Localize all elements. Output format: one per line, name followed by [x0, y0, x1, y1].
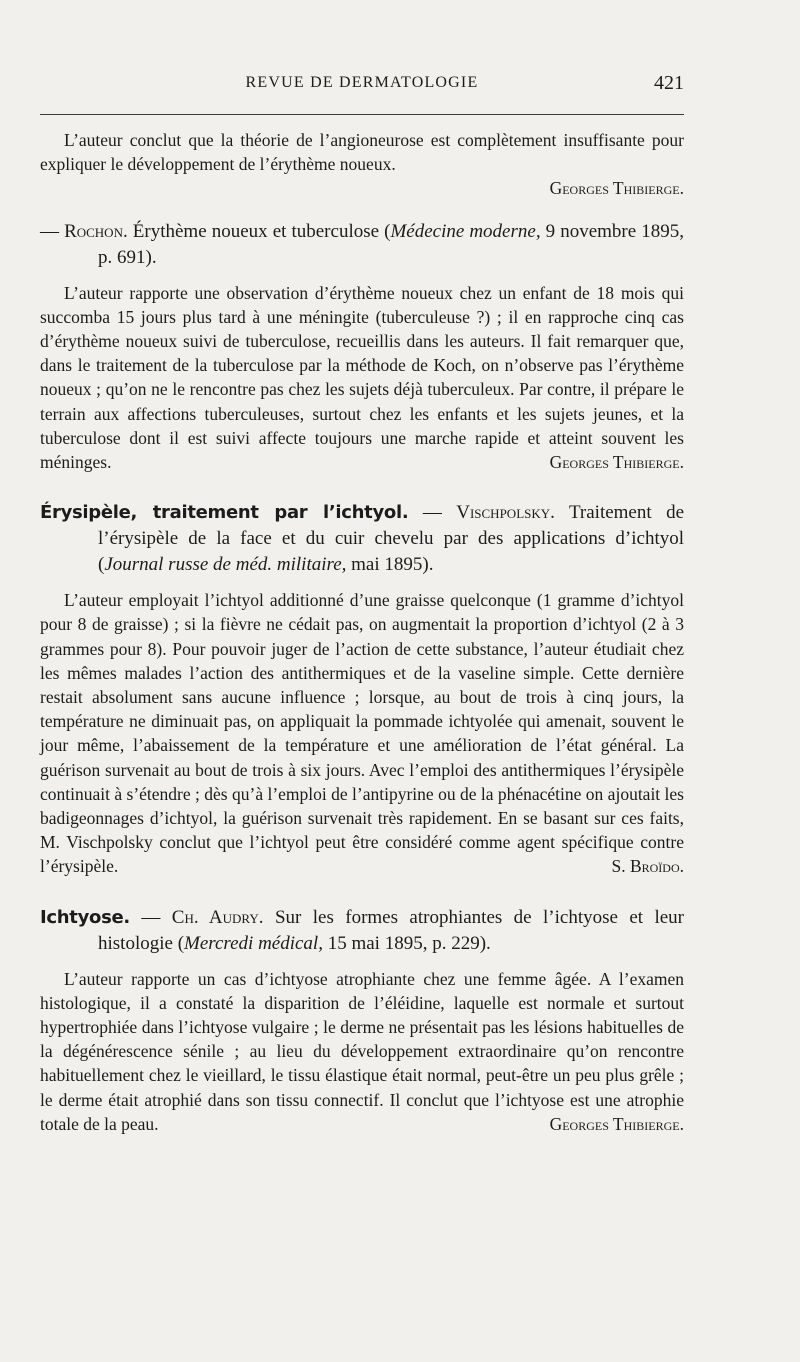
- spacer: [40, 271, 684, 281]
- running-title: REVUE DE DERMATOLOGIE: [245, 74, 479, 91]
- header-rule: [40, 114, 684, 115]
- source-details: 9 novembre 1895, p. 691).: [98, 220, 684, 268]
- page-header: [40, 74, 684, 102]
- review-heading-4: [40, 905, 684, 957]
- review-body-2: [40, 281, 684, 475]
- heading-dash: —: [141, 906, 161, 928]
- source-details: mai 1895).: [351, 554, 434, 576]
- page-number: 421: [654, 72, 684, 94]
- review-body-3: [40, 588, 684, 878]
- review-signature-4: Georges Thibierge.: [549, 1113, 684, 1134]
- review-signature-3: S. Broïdo.: [611, 856, 684, 877]
- journal-page: [40, 0, 684, 1362]
- spacer: [40, 578, 684, 588]
- review-title: Traitement de l’érysipèle de la face et du cuir chevelu par des applications d’ichtyol: [98, 502, 684, 550]
- review-title: Sur les formes atrophiantes de l’ichtyose et leur histologie: [98, 906, 684, 954]
- heading-dash: —: [422, 502, 442, 524]
- review-heading-2: [40, 219, 684, 271]
- review-text: L’auteur rapporte une observation d’érythème noueux chez un enfant de 18 mois qui succomba 15 jours plus tard à une méningite (tuberculeuse ?) ; il en rapproche cinq cas d’érythème noueux suivi de tuberculose, recueillis dans les auteurs. Il fait remarquer que, dans le traitement de la tuberculose par la méthode de Koch, on n’observe pas l’érythème noueux ; qu’on ne le rencontre pas chez les sujets déjà tuberculeux. Par contre, il prépare le terrain aux affections tuberculeuses, surtout chez les enfants et les sujets jeunes, et la tuberculose dont il est suivi affecte toujours une marche rapide et atteint souvent les méninges.: [40, 282, 684, 473]
- review-signature-2: Georges Thibierge.: [549, 452, 684, 473]
- review-heading-3: [40, 500, 684, 578]
- section-heading: Érysipèle, traitement par l’ichtyol.: [40, 502, 409, 524]
- review-body-4: [40, 967, 684, 1136]
- heading-dash: —: [40, 220, 59, 242]
- review-author: Ch. Audry.: [171, 906, 264, 928]
- review-text: L’auteur employait l’ichtyol additionné d’une graisse quelconque (1 gramme d’ichtyol pour 8 de graisse) ; si la fièvre ne cédait pas, on augmentait la proportion d’ichtyol (2 à 3 grammes pour 8). Pour pouvoir juger de l’action de cette substance, l’auteur étudiait chez les mêmes malades l’action des antithermiques et de la vaseline simple. Cette dernière restait absolument sans aucune influence ; lorsque, au bout de trois à cinq jours, la température ne diminuait pas, on appliquait la pommade ichtyolée qui amenait, souvent le jour même, l’abaissement de la température et une amélioration de l’état général. La guérison survenait au bout de trois à six jours. Avec l’emploi des antithermiques l’érysipèle continuait à s’étendre ; dès qu’à l’emploi de l’antipyrine ou de la phénacétine on ajoutait les badigeonnages d’ichtyol, la guérison survenait très rapidement. En se basant sur ces faits, M. Vischpolsky conclut que l’ichtyol peut être considéré comme agent spécifique contre l’érysipèle.: [40, 590, 684, 877]
- source-open: (: [98, 554, 105, 576]
- review-body-1: L’auteur conclut que la théorie de l’angioneurose est complètement insuffisante pour expliquer le développement de l’érythème noueux.: [40, 130, 684, 175]
- journal-name: Journal russe de méd. militaire,: [104, 554, 347, 576]
- spacer: [40, 957, 684, 967]
- source-details: 15 mai 1895, p. 229).: [327, 932, 491, 954]
- journal-name: Mercredi médical,: [184, 932, 323, 954]
- section-heading: Ichtyose.: [40, 906, 130, 928]
- source-open: (: [384, 220, 391, 242]
- review-author: Rochon.: [64, 220, 128, 242]
- review-author: Vischpolsky.: [456, 502, 555, 524]
- review-signature-1: Georges Thibierge.: [549, 178, 684, 199]
- journal-name: Médecine moderne,: [390, 220, 541, 242]
- review-title: Érythème noueux et tuberculose: [132, 220, 380, 242]
- source-open: (: [177, 932, 185, 954]
- review-text: L’auteur rapporte un cas d’ichtyose atrophiante chez une femme âgée. A l’examen histologique, il a constaté la disparition de l’éléidine, laquelle est normale et surtout hypertrophiée dans l’ichtyose vulgaire ; le derme ne présentait pas les lésions habituelles de la dégénérescence sénile ; au lieu du développement extraordinaire qu’on rencontre habituellement chez le vieillard, le tissu élastique était normal, peut-être un peu plus grêle ; le derme était atrophié dans son tissu connectif. Il conclut que l’ichtyose est une atrophie totale de la peau.: [40, 968, 684, 1134]
- page-content: [40, 128, 684, 1136]
- spacer: [40, 201, 684, 219]
